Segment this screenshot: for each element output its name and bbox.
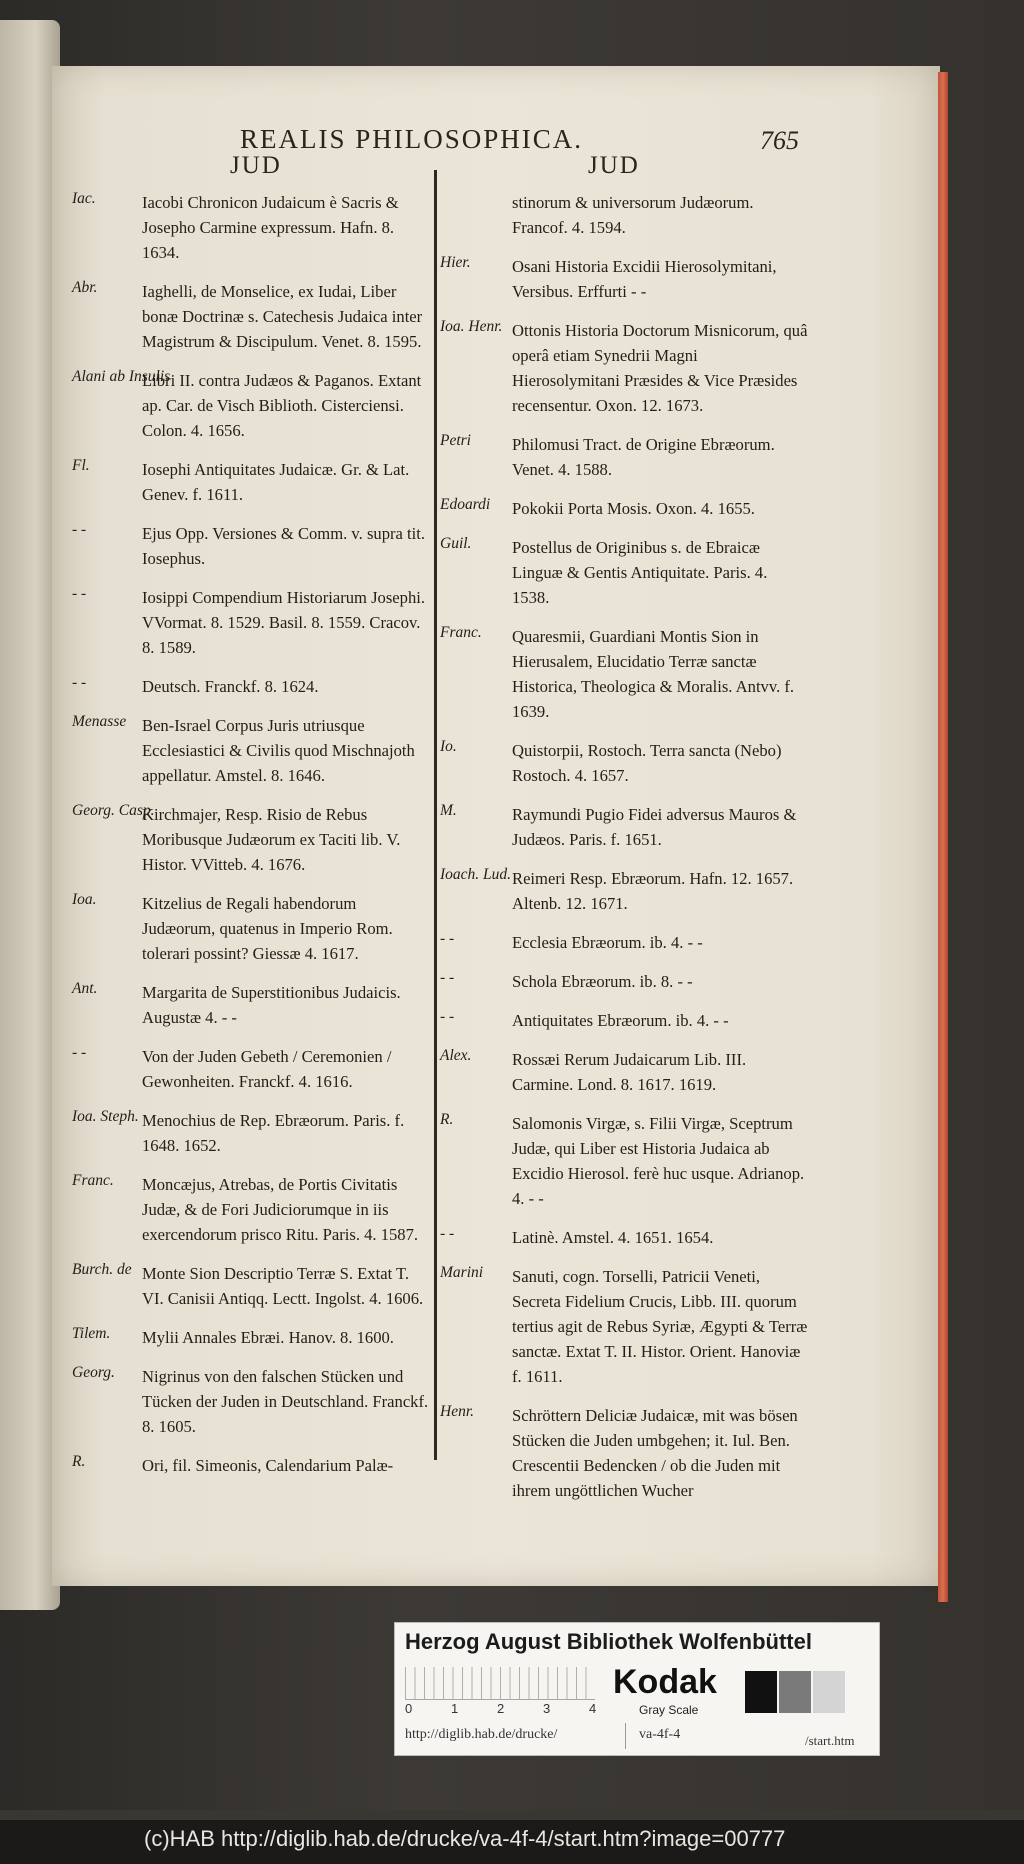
entry-text: Kitzelius de Regali habendorum Judæorum, quatenus in Imperio Rom. tolerari possint? Giessæ 4. 1617.: [142, 894, 393, 963]
entry-name-abbr: Edoardi: [440, 496, 491, 513]
bibliography-entry: [72, 1044, 432, 1094]
bibliography-entry: [72, 891, 432, 966]
bibliography-entry: [72, 713, 432, 788]
bibliography-entry: [440, 969, 808, 994]
entry-text: Ben-Israel Corpus Juris utriusque Ecclesiastici & Civilis quod Mischnajoth appellatur. Amstel. 8. 1646.: [142, 716, 415, 785]
gray-scale-label: Gray Scale: [639, 1703, 699, 1717]
entry-name-abbr: Georg. Casp.: [72, 802, 155, 819]
bibliography-entry: [72, 368, 432, 443]
entry-name-abbr: Guil.: [440, 535, 472, 552]
entry-name-abbr: Ant.: [72, 980, 98, 997]
entry-name-abbr: Hier.: [440, 254, 471, 271]
entry-text: stinorum & universorum Judæorum. Francof. 4. 1594.: [512, 193, 754, 237]
entry-text: Ejus Opp. Versiones & Comm. v. supra tit. Iosephus.: [142, 524, 426, 568]
entry-name-abbr: - -: [440, 1225, 455, 1242]
entry-text: Schröttern Deliciæ Judaicæ, mit was bösen Stücken die Juden umbgehen; it. Iul. Ben. Crescentii Bedencken / ob die Juden mit ihrem ungöttlichen Wucher: [512, 1406, 798, 1500]
entry-text: Monte Sion Descriptio Terræ S. Extat T. VI. Canisii Antiqq. Lectt. Ingolst. 4. 1606.: [142, 1264, 424, 1308]
entry-name-abbr: Fl.: [72, 457, 90, 474]
left-column-head: JUD: [230, 152, 282, 179]
bibliography-entry: [440, 535, 808, 610]
entry-name-abbr: Ioa. Henr.: [440, 318, 503, 335]
light-gray-swatch: [813, 1671, 845, 1713]
entry-text: Latinè. Amstel. 4. 1651. 1654.: [512, 1228, 714, 1247]
scale-ruler: [405, 1667, 595, 1700]
entry-text: Sanuti, cogn. Torselli, Patricii Veneti, Secreta Fidelium Crucis, Libb. III. quorum tertius agit de Rebus Syriæ, Ægypti & Terræ sanctæ. Extat T. II. Histor. Orient. Hanoviæ f. 1611.: [512, 1267, 808, 1386]
bibliography-entry: [72, 279, 432, 354]
entry-name-abbr: Abr.: [72, 279, 98, 296]
entry-text: Kirchmajer, Resp. Risio de Rebus Moribusque Judæorum ex Taciti lib. V. Histor. VVitteb. 4. 1676.: [142, 805, 401, 874]
start-label: /start.htm: [805, 1733, 855, 1748]
ruler-number: 2: [497, 1701, 505, 1716]
entry-text: Quistorpii, Rostoch. Terra sancta (Nebo) Rostoch. 4. 1657.: [512, 741, 782, 785]
entry-name-abbr: Georg.: [72, 1364, 115, 1381]
color-target-card: [394, 1622, 880, 1756]
bibliography-entry: [72, 1172, 432, 1247]
entry-text: Deutsch. Franckf. 8. 1624.: [142, 677, 319, 696]
ruler-number: 0: [405, 1701, 413, 1716]
entry-name-abbr: Petri: [440, 432, 471, 449]
bibliography-entry: [440, 432, 808, 482]
entry-name-abbr: Iac.: [72, 190, 96, 207]
entry-name-abbr: - -: [72, 585, 87, 602]
facing-page-edge: [0, 20, 60, 1610]
entry-name-abbr: Alani ab Insulis: [72, 368, 171, 385]
entry-text: Iosippi Compendium Historiarum Josephi. VVormat. 8. 1529. Basil. 8. 1559. Cracov. 8. 1589.: [142, 588, 426, 657]
entry-name-abbr: Menasse: [72, 713, 127, 730]
entry-text: Iacobi Chronicon Judaicum è Sacris & Josepho Carmine expressum. Hafn. 8. 1634.: [142, 193, 399, 262]
entry-name-abbr: - -: [440, 969, 455, 986]
entry-name-abbr: Ioa. Steph.: [72, 1108, 139, 1125]
bibliography-entry: [440, 1403, 808, 1503]
bibliography-entry: [72, 1108, 432, 1158]
bibliography-entry: [72, 1261, 432, 1311]
ruler-number: 3: [543, 1701, 551, 1716]
column-divider: [434, 170, 437, 1460]
entry-text: Mylii Annales Ebræi. Hanov. 8. 1600.: [142, 1328, 394, 1347]
entry-name-abbr: - -: [72, 674, 87, 691]
left-column: [72, 190, 432, 1492]
entry-name-abbr: Burch. de: [72, 1261, 132, 1278]
bibliography-entry: [440, 930, 808, 955]
entry-text: Pokokii Porta Mosis. Oxon. 4. 1655.: [512, 499, 755, 518]
entry-name-abbr: M.: [440, 802, 457, 819]
entry-text: Antiquitates Ebræorum. ib. 4. - -: [512, 1011, 729, 1030]
entry-name-abbr: Henr.: [440, 1403, 475, 1420]
bibliography-entry: [440, 1225, 808, 1250]
entry-text: Quaresmii, Guardiani Montis Sion in Hierusalem, Elucidatio Terræ sanctæ Historica, Theologica & Moralis. Antvv. f. 1639.: [512, 627, 795, 721]
ruler-number: 4: [589, 1701, 597, 1716]
bibliography-entry: [440, 1264, 808, 1389]
bibliography-entry: [440, 624, 808, 724]
bibliography-entry: [440, 1008, 808, 1033]
bibliography-entry: [72, 1453, 432, 1478]
bibliography-entry: [72, 190, 432, 265]
bibliography-entry: [440, 318, 808, 418]
bibliography-entry: [72, 674, 432, 699]
entry-text: Libri II. contra Judæos & Paganos. Extant ap. Car. de Visch Biblioth. Cisterciensi. Colon. 4. 1656.: [142, 371, 422, 440]
entry-text: Moncæjus, Atrebas, de Portis Civitatis Judæ, & de Fori Judiciorumque in iis exercendorum prisco Ritu. Paris. 4. 1587.: [142, 1175, 419, 1244]
bibliography-entry: [440, 802, 808, 852]
entry-name-abbr: Alex.: [440, 1047, 472, 1064]
entry-text: Postellus de Originibus s. de Ebraicæ Linguæ & Gentis Antiquitate. Paris. 4. 1538.: [512, 538, 768, 607]
bibliography-entry: [440, 496, 808, 521]
right-column: [440, 190, 808, 1517]
bibliography-entry: [72, 1325, 432, 1350]
url-label: http://diglib.hab.de/drucke/: [405, 1727, 558, 1742]
shelfmark-label: va-4f-4: [639, 1727, 681, 1742]
entry-name-abbr: - -: [440, 930, 455, 947]
bibliography-entry: [72, 802, 432, 877]
entry-text: Reimeri Resp. Ebræorum. Hafn. 12. 1657. Altenb. 12. 1671.: [512, 869, 794, 913]
gray-swatch: [779, 1671, 811, 1713]
entry-name-abbr: Ioa.: [72, 891, 97, 908]
bibliography-entry: [72, 980, 432, 1030]
entry-text: Schola Ebræorum. ib. 8. - -: [512, 972, 693, 991]
entry-name-abbr: Franc.: [72, 1172, 114, 1189]
right-column-head: JUD: [588, 152, 640, 179]
bibliography-entry: [440, 866, 808, 916]
bibliography-entry: [72, 585, 432, 660]
entry-name-abbr: Ioach. Lud.: [440, 866, 512, 883]
page-number: 765: [760, 126, 799, 155]
entry-text: Rossæi Rerum Judaicarum Lib. III. Carmine. Lond. 8. 1617. 1619.: [512, 1050, 747, 1094]
kodak-logo: Kodak: [613, 1663, 717, 1701]
entry-text: Salomonis Virgæ, s. Filii Virgæ, Sceptrum Judæ, qui Liber est Historia Judaica ab Excidio Hierosol. ferè huc usque. Adrianop. 4. - -: [512, 1114, 805, 1208]
entry-text: Ottonis Historia Doctorum Misnicorum, quâ operâ etiam Synedrii Magni Hierosolymitani Præsides & Vice Præsides recensentur. Oxon. 12. 1673.: [512, 321, 808, 415]
bibliography-entry: [72, 521, 432, 571]
entry-text: Ori, fil. Simeonis, Calendarium Palæ-: [142, 1456, 394, 1475]
entry-text: Nigrinus von den falschen Stücken und Tücken der Juden in Deutschland. Franckf. 8. 1605.: [142, 1367, 429, 1436]
bibliography-entry: [440, 254, 808, 304]
entry-text: Von der Juden Gebeth / Ceremonien / Gewonheiten. Franckf. 4. 1616.: [142, 1047, 392, 1091]
page-edge-red: [938, 72, 948, 1602]
entry-text: Osani Historia Excidii Hierosolymitani, Versibus. Erffurti - -: [512, 257, 777, 301]
entry-text: Iaghelli, de Monselice, ex Iudai, Liber bonæ Doctrinæ s. Catechesis Judaica inter Magistrum & Discipulum. Venet. 8. 1595.: [142, 282, 423, 351]
entry-text: Margarita de Superstitionibus Judaicis. Augustæ 4. - -: [142, 983, 401, 1027]
entry-name-abbr: - -: [440, 1008, 455, 1025]
entry-text: Raymundi Pugio Fidei adversus Mauros & Judæos. Paris. f. 1651.: [512, 805, 797, 849]
running-header: REALIS PHILOSOPHICA.: [240, 124, 584, 154]
bibliography-entry: [72, 457, 432, 507]
entry-name-abbr: Franc.: [440, 624, 482, 641]
bibliography-entry: [72, 1364, 432, 1439]
black-swatch: [745, 1671, 777, 1713]
bibliography-entry: [440, 1047, 808, 1097]
entry-name-abbr: Tilem.: [72, 1325, 111, 1342]
entry-text: Ecclesia Ebræorum. ib. 4. - -: [512, 933, 703, 952]
entry-text: Menochius de Rep. Ebræorum. Paris. f. 1648. 1652.: [142, 1111, 405, 1155]
divider: [625, 1723, 626, 1749]
institution-name: Herzog August Bibliothek Wolfenbüttel: [405, 1629, 812, 1654]
entry-text: Iosephi Antiquitates Judaicæ. Gr. & Lat. Genev. f. 1611.: [142, 460, 410, 504]
entry-text: Philomusi Tract. de Origine Ebræorum. Venet. 4. 1588.: [512, 435, 775, 479]
entry-name-abbr: R.: [440, 1111, 454, 1128]
bibliography-entry: [440, 738, 808, 788]
ruler-number: 1: [451, 1701, 459, 1716]
entry-name-abbr: Io.: [440, 738, 457, 755]
bibliography-entry: [440, 1111, 808, 1211]
entry-name-abbr: - -: [72, 521, 87, 538]
bibliography-entry: [440, 190, 808, 240]
entry-name-abbr: Marini: [440, 1264, 484, 1281]
entry-name-abbr: - -: [72, 1044, 87, 1061]
footer-citation: (c)HAB http://diglib.hab.de/drucke/va-4f-4/start.htm?image=00777: [144, 1826, 786, 1851]
entry-name-abbr: R.: [72, 1453, 86, 1470]
